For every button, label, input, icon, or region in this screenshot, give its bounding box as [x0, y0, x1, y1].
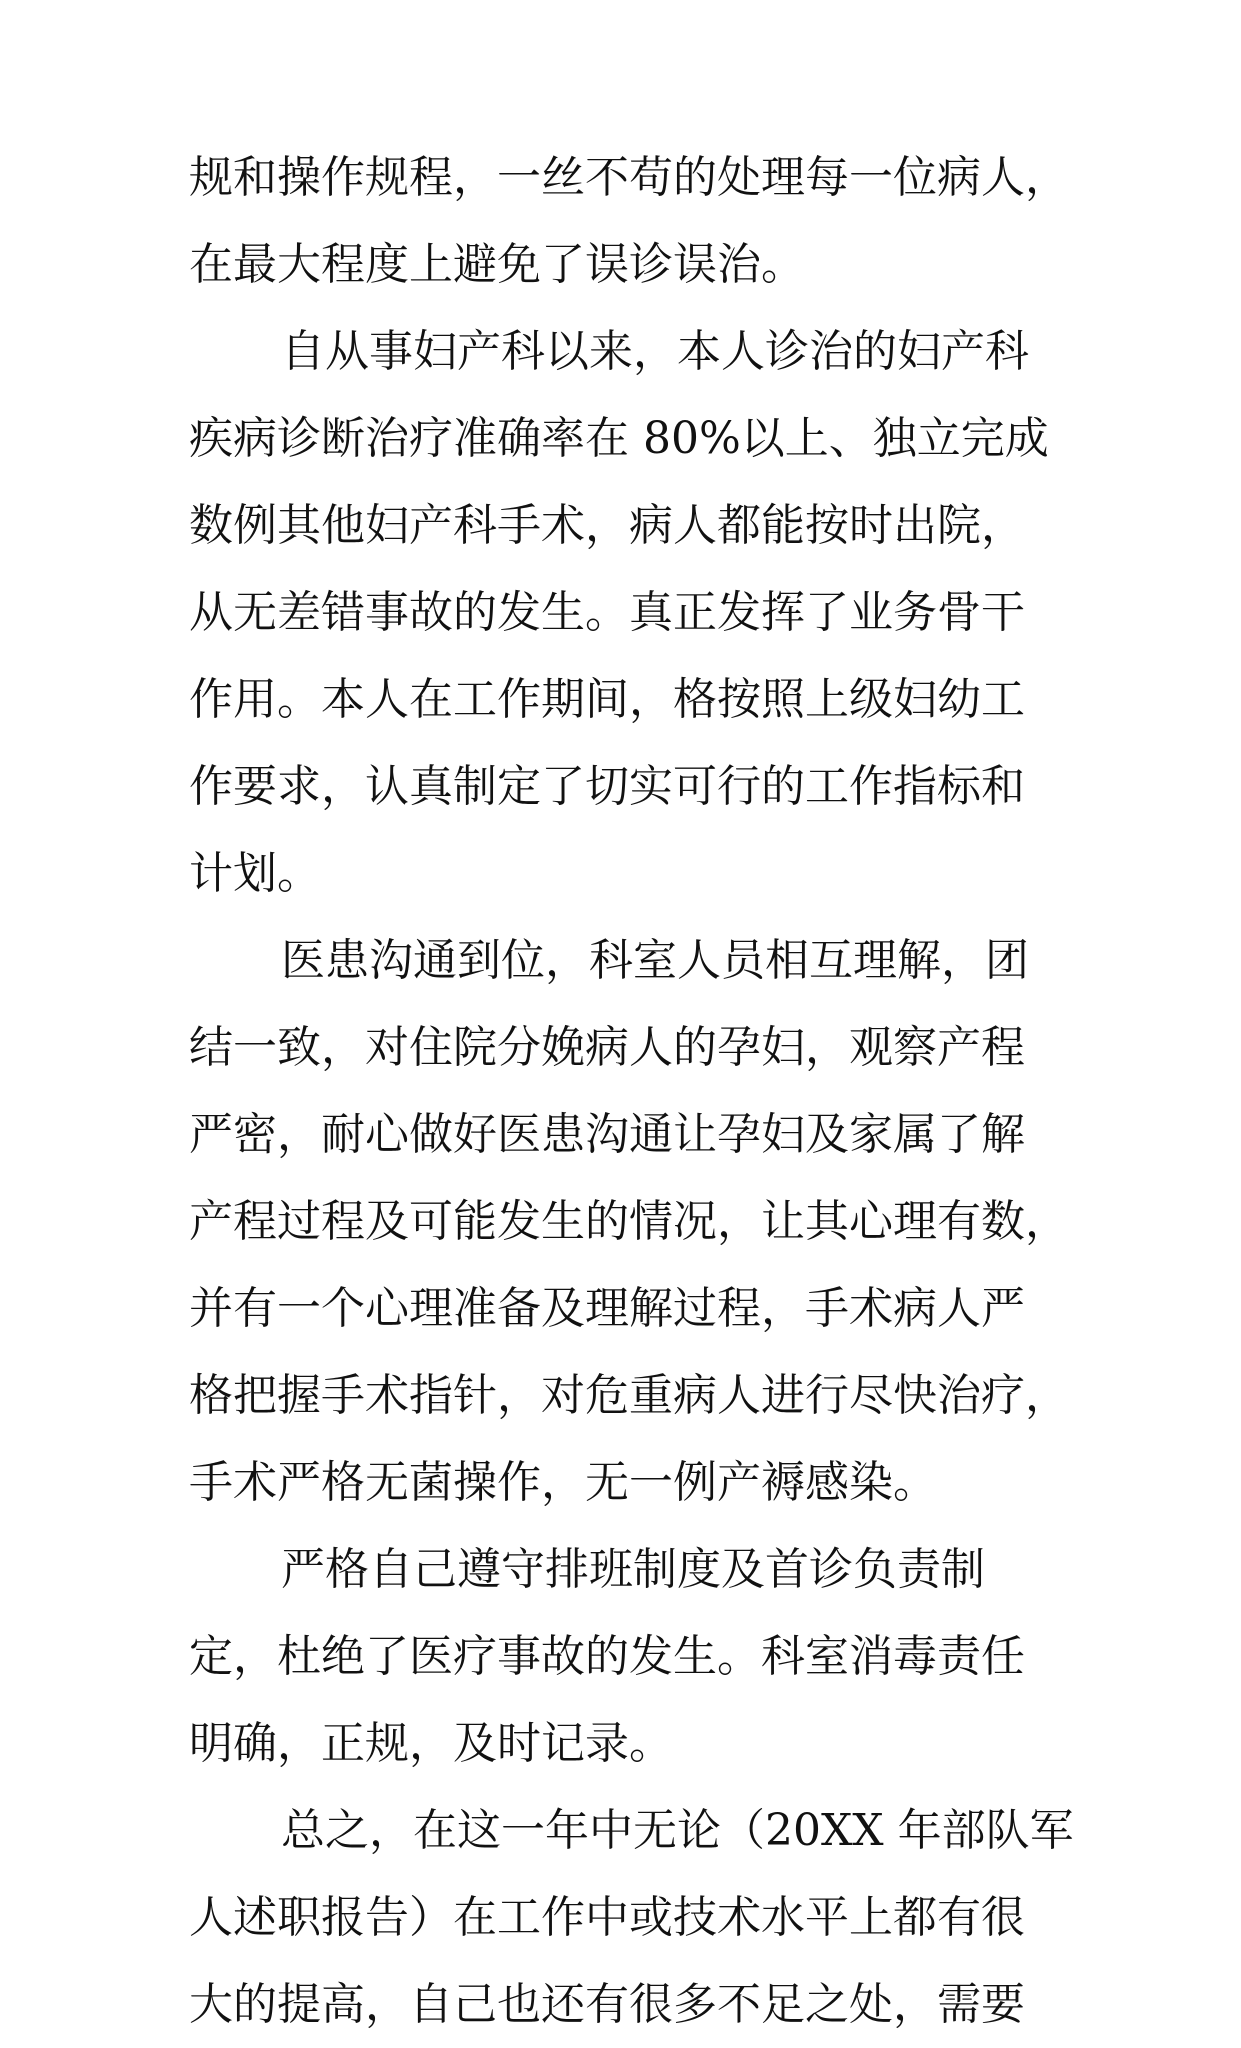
text-line: 计划。 [189, 848, 321, 899]
paragraph-start-line: 自从事妇产科以来，本人诊治的妇产科 [281, 326, 1029, 377]
text-line: 手术严格无菌操作，无一例产褥感染。 [189, 1457, 937, 1508]
text-line: 规和操作规程，一丝不苟的处理每一位病人， [189, 152, 1069, 203]
text-line: 数例其他妇产科手术，病人都能按时出院， [189, 500, 1025, 551]
text-line: 产程过程及可能发生的情况，让其心理有数， [189, 1196, 1069, 1247]
text-line: 格把握手术指针，对危重病人进行尽快治疗， [189, 1370, 1069, 1421]
paragraph-start-line: 医患沟通到位，科室人员相互理解，团 [281, 935, 1029, 986]
text-line: 人述职报告）在工作中或技术水平上都有很 [189, 1892, 1025, 1943]
text-line: 从无差错事故的发生。真正发挥了业务骨干 [189, 587, 1025, 638]
text-line: 大的提高，自己也还有很多不足之处，需要 [189, 1979, 1025, 2030]
text-line: 严密，耐心做好医患沟通让孕妇及家属了解 [189, 1109, 1025, 1160]
paragraph-start-line: 总之，在这一年中无论（20XX 年部队军 [281, 1805, 1074, 1856]
text-line: 作要求，认真制定了切实可行的工作指标和 [189, 761, 1025, 812]
text-line: 作用。本人在工作期间，格按照上级妇幼工 [189, 674, 1025, 725]
text-line: 在最大程度上避免了误诊误治。 [189, 239, 805, 290]
text-line: 结一致，对住院分娩病人的孕妇，观察产程 [189, 1022, 1025, 1073]
paragraph-start-line: 严格自己遵守排班制度及首诊负责制 [281, 1544, 985, 1595]
body-text [189, 134, 1074, 2048]
text-line: 疾病诊断治疗准确率在 80%以上、独立完成 [189, 413, 1049, 464]
text-line: 明确，正规，及时记录。 [189, 1718, 673, 1769]
text-line: 定，杜绝了医疗事故的发生。科室消毒责任 [189, 1631, 1025, 1682]
text-line: 并有一个心理准备及理解过程，手术病人严 [189, 1283, 1025, 1334]
